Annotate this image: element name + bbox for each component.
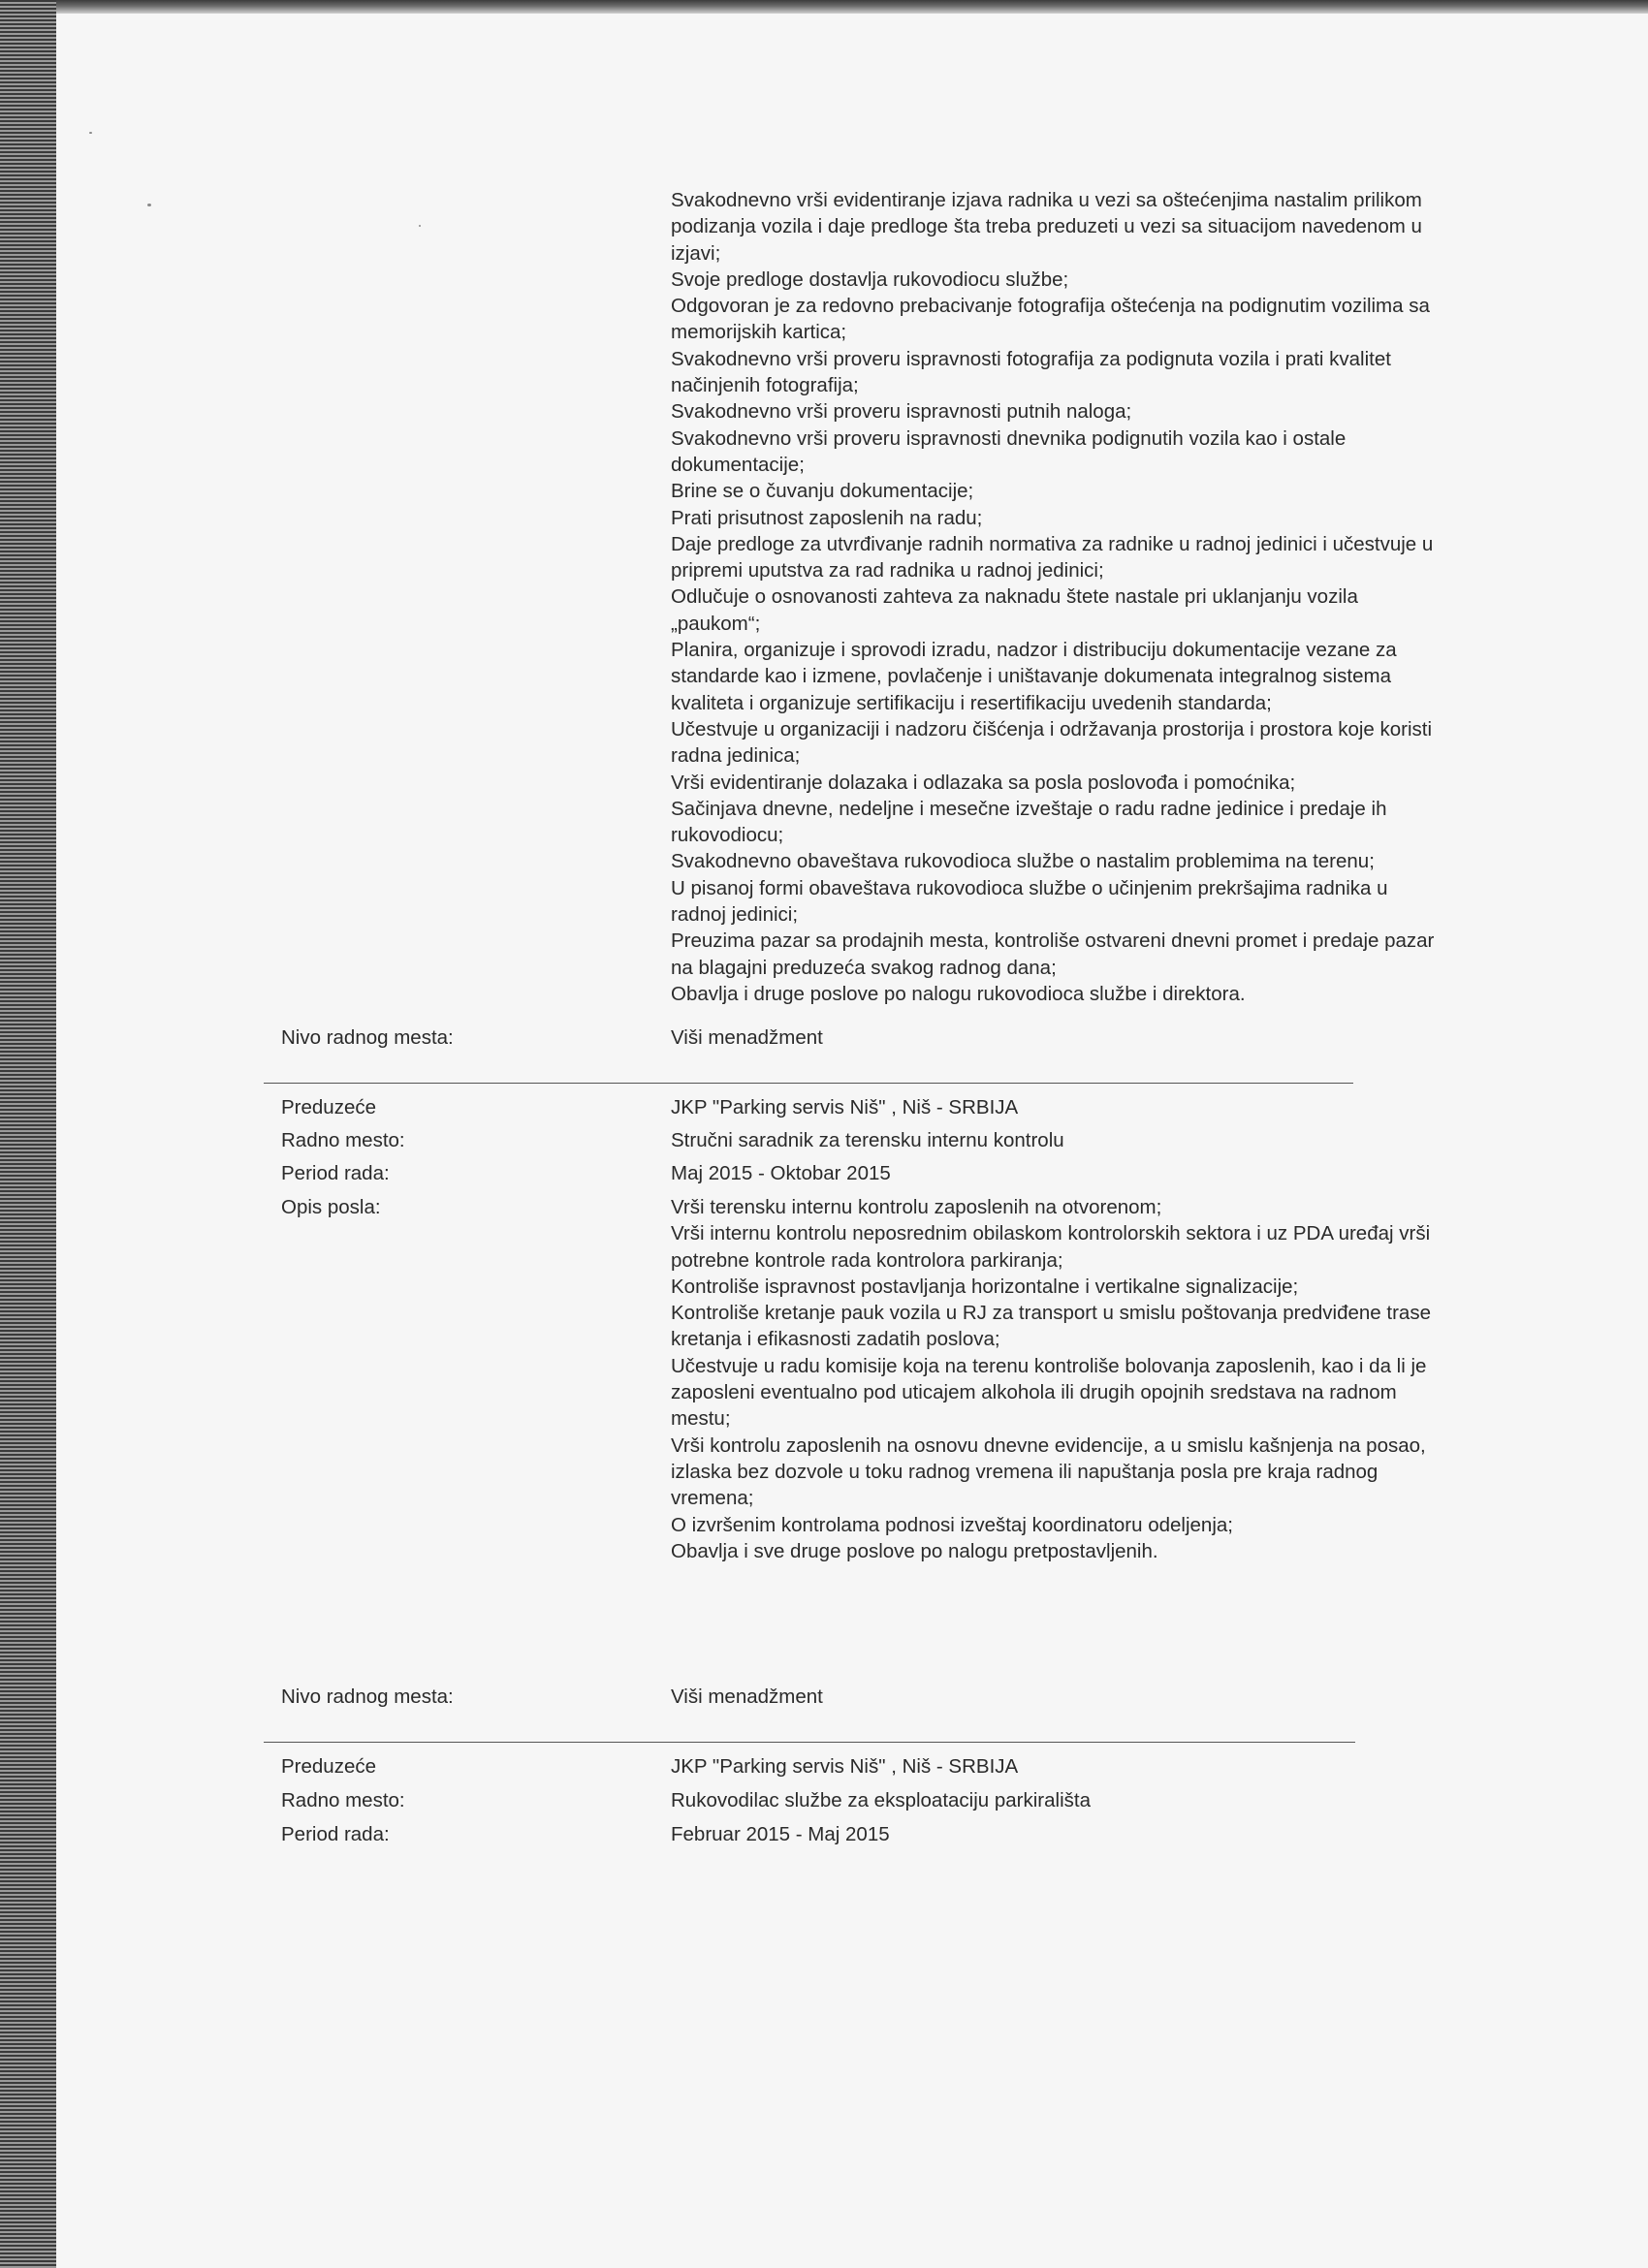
text-line: Svakodnevno vrši proveru ispravnosti dnevnika podignutih vozila kao i ostale [671,426,1347,450]
text-line: Kontroliše kretanje pauk vozila u RJ za transport u smislu poštovanja predviđene trase [671,1302,1431,1325]
text-line: mestu; [671,1407,731,1431]
text-line: Svakodnevno vrši evidentiranje izjava radnika u vezi sa oštećenjima nastalim prilikom [671,189,1422,211]
text-line: pripremi uputstva za rad radnika u radnoj jedinici; [671,559,1104,583]
text-line: Obavlja i sve druge poslove po nalogu pretpostavljenih. [671,1539,1158,1562]
text-line: Učestvuje u radu komisije koja na terenu kontroliše bolovanja zaposlenih, kao i da li je [671,1354,1427,1377]
text-line: vremena; [671,1487,754,1510]
text-line: Vrši evidentiranje dolazaka i odlazaka sa posla poslovođa i pomoćnika; [671,771,1296,794]
section-divider [264,1742,1355,1743]
scan-edge-left [0,0,56,2268]
scan-speck [89,132,92,134]
text-line: dokumentacije; [671,453,805,476]
company-label: Preduzeće [281,1755,377,1778]
text-line: Vrši internu kontrolu neposrednim obilaskom kontrolorskih sektora i uz PDA uređaj vrši [671,1222,1431,1245]
position-label: Radno mesto: [281,1789,405,1811]
text-line: Svakodnevno obaveštava rukovodioca službe o nastalim problemima na terenu; [671,850,1375,873]
text-line: Prati prisutnost zaposlenih na radu; [671,506,983,529]
text-line: kvaliteta i organizuje sertifikaciju i resertifikaciju uvedenih standarda; [671,691,1272,714]
scan-speck [147,204,151,206]
text-line: na blagajni preduzeća svakog radnog dana; [671,956,1057,979]
text-line: standarde kao i izmene, povlačenje i uništavanje dokumenata integralnog sistema [671,665,1392,688]
job-level-label: Nivo radnog mesta: [281,1685,454,1708]
text-line: Brine se o čuvanju dokumentacije; [671,480,974,503]
text-line: Odgovoran je za redovno prebacivanje fotografija oštećenja na podignutim vozilima sa [671,295,1430,318]
text-line: rukovodiocu; [671,824,784,847]
period-label: Period rada: [281,1823,390,1845]
text-line: Svakodnevno vrši proveru ispravnosti putnih naloga; [671,400,1132,424]
text-line: Sačinjava dnevne, nedeljne i mesečne izveštaje o radu radne jedinice i predaje ih [671,797,1387,820]
text-line: Vrši terensku internu kontrolu zaposlenih na otvorenom; [671,1196,1162,1218]
text-line: radna jedinica; [671,744,801,768]
text-line: Vrši kontrolu zaposlenih na osnovu dnevne evidencije, a u smislu kašnjenja na posao, [671,1433,1426,1457]
text-line: U pisanoj formi obaveštava rukovodioca službe o učinjenim prekršajima radnika u [671,876,1388,899]
text-line: Planira, organizuje i sprovodi izradu, nadzor i distribuciju dokumentacije vezane za [671,639,1397,662]
section-divider [264,1083,1353,1084]
text-line: Odlučuje o osnovanosti zahteva za naknadu štete nastale pri uklanjanju vozila [671,585,1358,609]
position-label: Radno mesto: [281,1129,405,1151]
period-label: Period rada: [281,1162,390,1184]
text-line: načinjenih fotografija; [671,374,859,397]
job-description [671,1194,1493,1564]
text-line: kretanja i efikasnosti zadatih poslova; [671,1328,1000,1351]
position-value: Stručni saradnik za terensku internu kontrolu [671,1129,1064,1151]
continued-job-description [671,187,1493,1007]
job-level-value: Viši menadžment [671,1026,823,1049]
job-level-value: Viši menadžment [671,1685,823,1708]
scan-edge-top [0,0,1648,14]
text-line: Daje predloge za utvrđivanje radnih normativa za radnike u radnoj jedinici i učestvuje u [671,532,1434,555]
period-value: Maj 2015 - Oktobar 2015 [671,1162,891,1184]
period-value: Februar 2015 - Maj 2015 [671,1823,890,1845]
text-line: Svoje predloge dostavlja rukovodiocu službe; [671,268,1069,291]
text-line: Kontroliše ispravnost postavljanja horizontalne i vertikalne signalizacije; [671,1275,1299,1298]
text-line: podizanja vozila i daje predloge šta treba preduzeti u vezi sa situacijom navedenom u [671,215,1422,238]
text-line: potrebne kontrole rada kontrolora parkiranja; [671,1248,1063,1272]
company-value: JKP "Parking servis Niš" , Niš - SRBIJA [671,1096,1019,1118]
text-line: izjavi; [671,241,721,265]
text-line: zaposleni eventualno pod uticajem alkohola ili drugih opojnih sredstava na radnom [671,1381,1397,1404]
description-label: Opis posla: [281,1196,381,1218]
text-line: Preuzima pazar sa prodajnih mesta, kontroliše ostvareni dnevni promet i predaje pazar [671,929,1435,953]
company-label: Preduzeće [281,1096,377,1118]
position-value: Rukovodilac službe za eksploataciju parkirališta [671,1789,1091,1811]
job-level-label: Nivo radnog mesta: [281,1026,454,1049]
text-line: radnoj jedinici; [671,903,799,927]
text-line: Učestvuje u organizaciji i nadzoru čišćenja i održavanja prostorija i prostora koje koristi [671,717,1433,740]
text-line: „paukom“; [671,612,761,635]
text-line: O izvršenim kontrolama podnosi izveštaj koordinatoru odeljenja; [671,1513,1233,1536]
text-line: izlaska bez dozvole u toku radnog vremena ili napuštanja posla pre kraja radnog [671,1460,1379,1483]
text-line: Svakodnevno vrši proveru ispravnosti fotografija za podignuta vozila i prati kvalitet [671,347,1391,370]
company-value: JKP "Parking servis Niš" , Niš - SRBIJA [671,1755,1019,1778]
text-line: Obavlja i druge poslove po nalogu rukovodioca službe i direktora. [671,982,1246,1005]
scan-speck [419,225,421,227]
text-line: memorijskih kartica; [671,321,847,344]
